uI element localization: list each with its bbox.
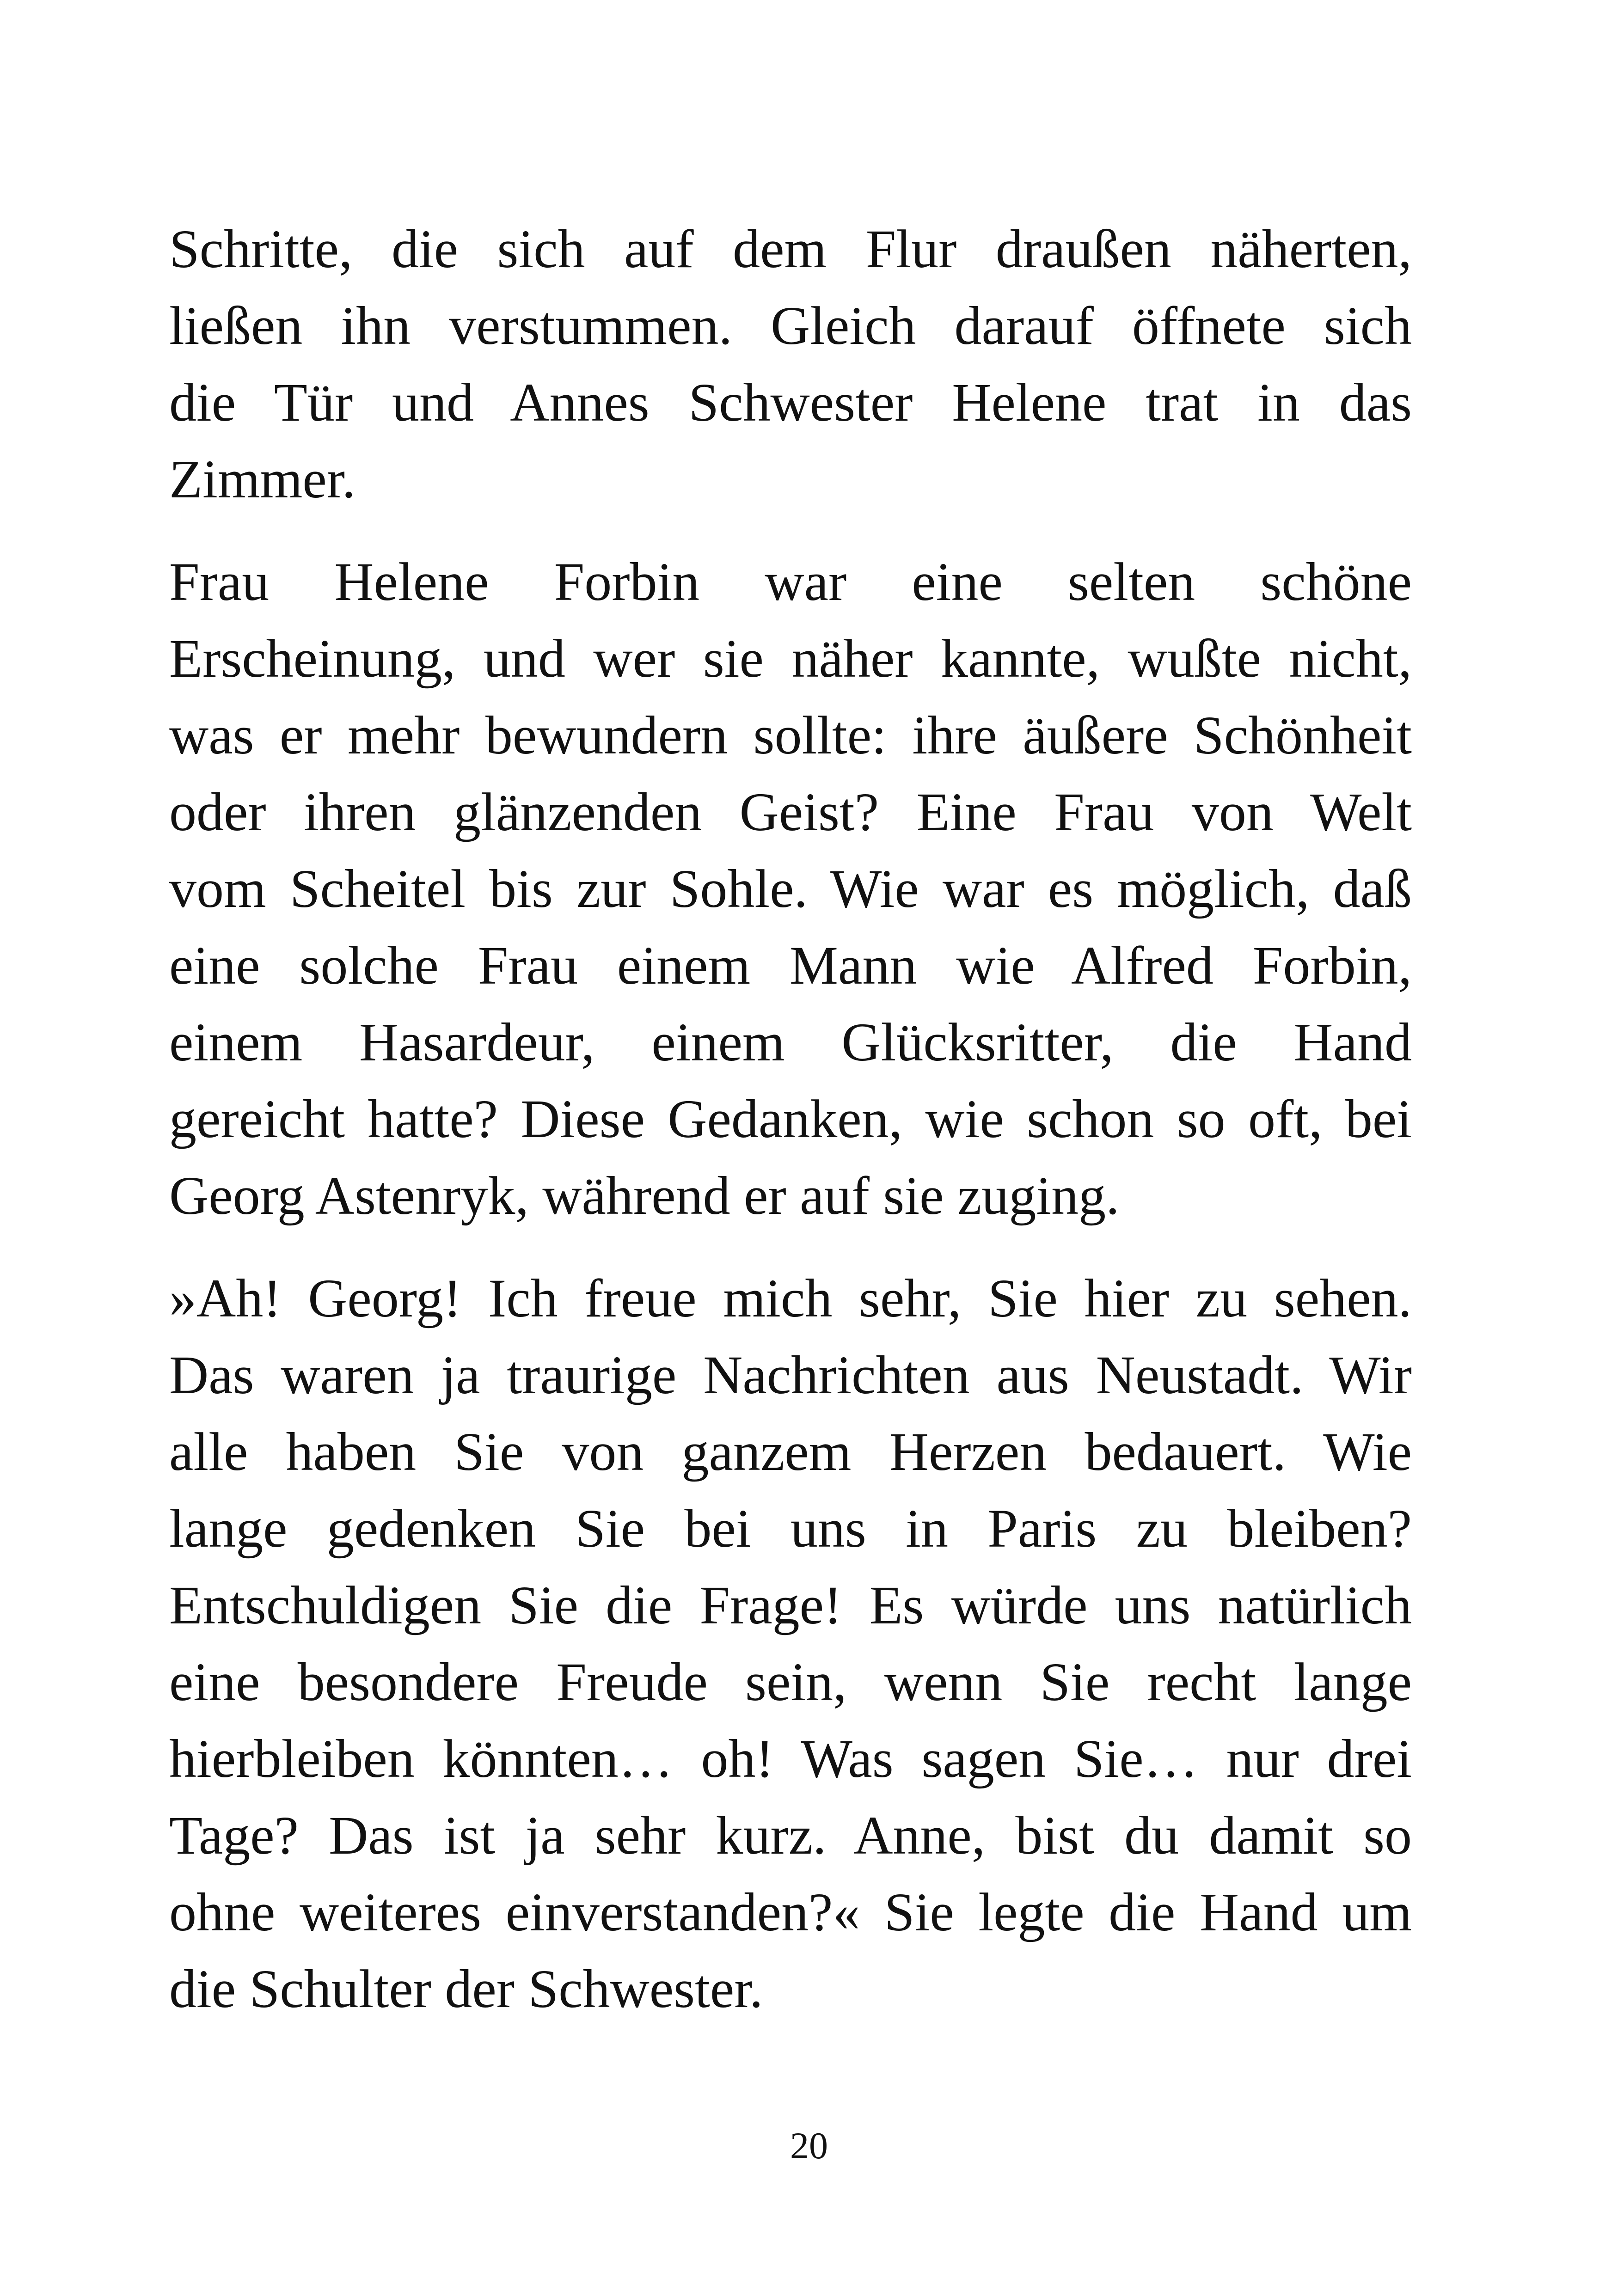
text-line: Georg Astenryk, während er auf sie zuging. [169, 1165, 1120, 1226]
text-line: Erscheinung, und wer sie näher kannte, wußte nicht, [169, 628, 1412, 689]
text-line: vom Scheitel bis zur Sohle. Wie war es möglich, daß [169, 858, 1412, 919]
text-line: gereicht hatte? Diese Gedanken, wie schon so oft, bei [169, 1089, 1412, 1149]
text-line: Schritte, die sich auf dem Flur draußen näherten, [169, 219, 1412, 279]
text-line: eine besondere Freude sein, wenn Sie recht lange [169, 1652, 1412, 1712]
text-line: die Schulter der Schwester. [169, 1959, 763, 2019]
text-line: Entschuldigen Sie die Frage! Es würde uns natürlich [169, 1575, 1412, 1635]
text-line: ließen ihn verstummen. Gleich darauf öffnete sich [169, 295, 1412, 356]
text-line: »Ah! Georg! Ich freue mich sehr, Sie hier zu sehen. [169, 1268, 1412, 1329]
paragraph-1 [169, 211, 1412, 518]
page-number: 20 [790, 2125, 828, 2167]
text-line: eine solche Frau einem Mann wie Alfred Forbin, [169, 935, 1412, 996]
text-line: einem Hasardeur, einem Glücksritter, die Hand [169, 1012, 1412, 1072]
text-line: Das waren ja traurige Nachrichten aus Neustadt. Wir [169, 1345, 1412, 1405]
text-line: was er mehr bewundern sollte: ihre äußere Schönheit [169, 705, 1412, 765]
text-line: die Tür und Annes Schwester Helene trat in das [169, 372, 1412, 433]
text-line: oder ihren glänzenden Geist? Eine Frau von Welt [169, 782, 1412, 842]
paragraph-2 [169, 544, 1412, 1234]
text-line: lange gedenken Sie bei uns in Paris zu bleiben? [169, 1498, 1412, 1559]
text-line: Frau Helene Forbin war eine selten schöne [169, 551, 1412, 612]
page-text [169, 211, 1412, 2027]
text-line: ohne weiteres einverstanden?« Sie legte die Hand um [169, 1882, 1412, 1942]
text-line: Tage? Das ist ja sehr kurz. Anne, bist du damit so [169, 1805, 1412, 1866]
paragraph-3 [169, 1260, 1412, 2027]
text-line: Zimmer. [169, 449, 356, 509]
text-line: hierbleiben könnten… oh! Was sagen Sie… nur drei [169, 1728, 1412, 1789]
text-line: alle haben Sie von ganzem Herzen bedauert. Wie [169, 1421, 1412, 1482]
